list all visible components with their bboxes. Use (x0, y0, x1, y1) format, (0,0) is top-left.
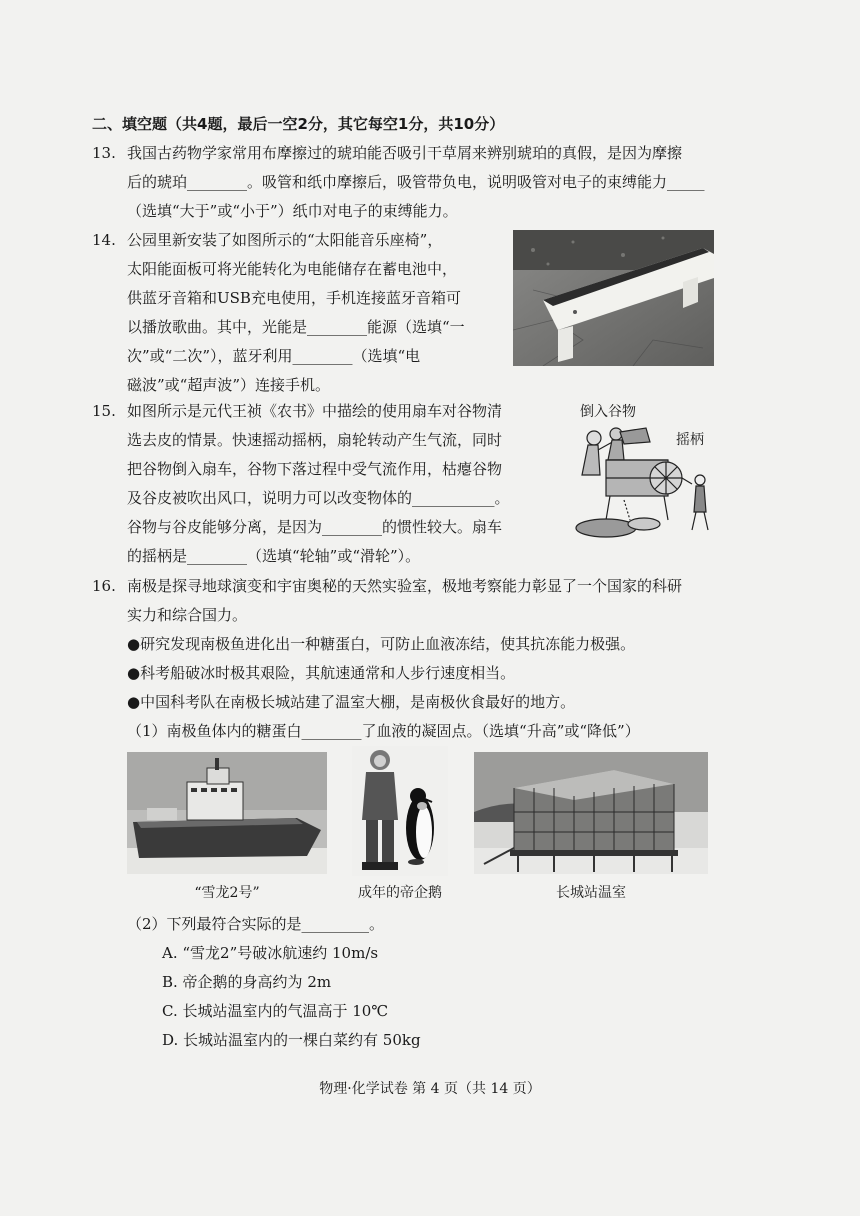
q13-number: 13. (92, 144, 116, 162)
q14-line3: 供蓝牙音箱和USB充电使用，手机连接蓝牙音箱可 (127, 289, 461, 307)
label-crank: 摇柄 (676, 432, 704, 448)
q13-line3: （选填“大于”或“小于”）纸巾对电子的束缚能力。 (127, 202, 458, 220)
q14-line5: 次”或“二次”），蓝牙利用________（选填“电 (127, 347, 421, 365)
q13-line1: 我国古药物学家常用布摩擦过的琥珀能否吸引干草屑来辨别琥珀的真假，是因为摩擦 (127, 144, 683, 162)
q15-number: 15. (92, 402, 116, 420)
q15-line6: 的摇柄是________（选填“轮轴”或“滑轮”）。 (127, 547, 421, 565)
q16-bullet1: ●研究发现南极鱼进化出一种糖蛋白，可防止血液冻结，使其抗冻能力极强。 (127, 635, 636, 653)
q16-sub2: （2）下列最符合实际的是_________。 (127, 915, 385, 933)
page-footer: 物理·化学试卷 第 4 页（共 14 页） (319, 1081, 541, 1097)
section-title: 二、填空题（共4题，最后一空2分，其它每空1分，共10分） (92, 115, 505, 133)
fan-cart-illustration (566, 420, 716, 542)
q14-line1: 公园里新安装了如图所示的“太阳能音乐座椅”， (127, 231, 443, 249)
q15-line2: 选去皮的情景。快速摇动摇柄，扇轮转动产生气流，同时 (127, 431, 503, 449)
option-a: A. “雪龙2”号破冰航速约 10m/s (162, 944, 379, 962)
q14-number: 14. (92, 231, 116, 249)
option-d: D. 长城站温室内的一棵白菜约有 50kg (162, 1031, 421, 1049)
q16-line2: 实力和综合国力。 (127, 606, 248, 624)
icebreaker-photo (127, 752, 327, 874)
q16-sub1: （1）南极鱼体内的糖蛋白________了血液的凝固点。（选填“升高”或“降低”） (127, 722, 640, 740)
q14-line6: 磁波”或“超声波”）连接手机。 (127, 376, 331, 394)
label-pour-grain: 倒入谷物 (580, 404, 636, 420)
q15-line4: 及谷皮被吹出风口，说明力可以改变物体的___________。 (127, 489, 510, 507)
q14-line2: 太阳能面板可将光能转化为电能储存在蓄电池中， (127, 260, 458, 278)
caption-penguin: 成年的帝企鹅 (358, 885, 442, 901)
q15-line5: 谷物与谷皮能够分离，是因为________的惯性较大。扇车 (127, 518, 503, 536)
q15-line1: 如图所示是元代王祯《农书》中描绘的使用扇车对谷物清 (127, 402, 503, 420)
greenhouse-photo (474, 752, 708, 874)
q16-bullet3: ●中国科考队在南极长城站建了温室大棚，是南极伙食最好的地方。 (127, 693, 576, 711)
q16-bullet2: ●科考船破冰时极其艰险，其航速通常和人步行速度相当。 (127, 664, 516, 682)
solar-bench-photo (513, 230, 714, 366)
penguin-photo (352, 746, 448, 876)
q14-line4: 以播放歌曲。其中，光能是________能源（选填“一 (127, 318, 465, 336)
q13-line2: 后的琥珀________。吸管和纸巾摩擦后，吸管带负电，说明吸管对电子的束缚能力_____ (127, 173, 705, 191)
caption-icebreaker: “雪龙2号” (194, 885, 260, 901)
q15-line3: 把谷物倒入扇车，谷物下落过程中受气流作用，枯瘪谷物 (127, 460, 503, 478)
option-b: B. 帝企鹅的身高约为 2m (162, 973, 332, 991)
q16-line1: 南极是探寻地球演变和宇宙奥秘的天然实验室，极地考察能力彰显了一个国家的科研 (127, 577, 683, 595)
option-c: C. 长城站温室内的气温高于 10℃ (162, 1002, 389, 1020)
q16-number: 16. (92, 577, 116, 595)
caption-greenhouse: 长城站温室 (556, 885, 626, 901)
